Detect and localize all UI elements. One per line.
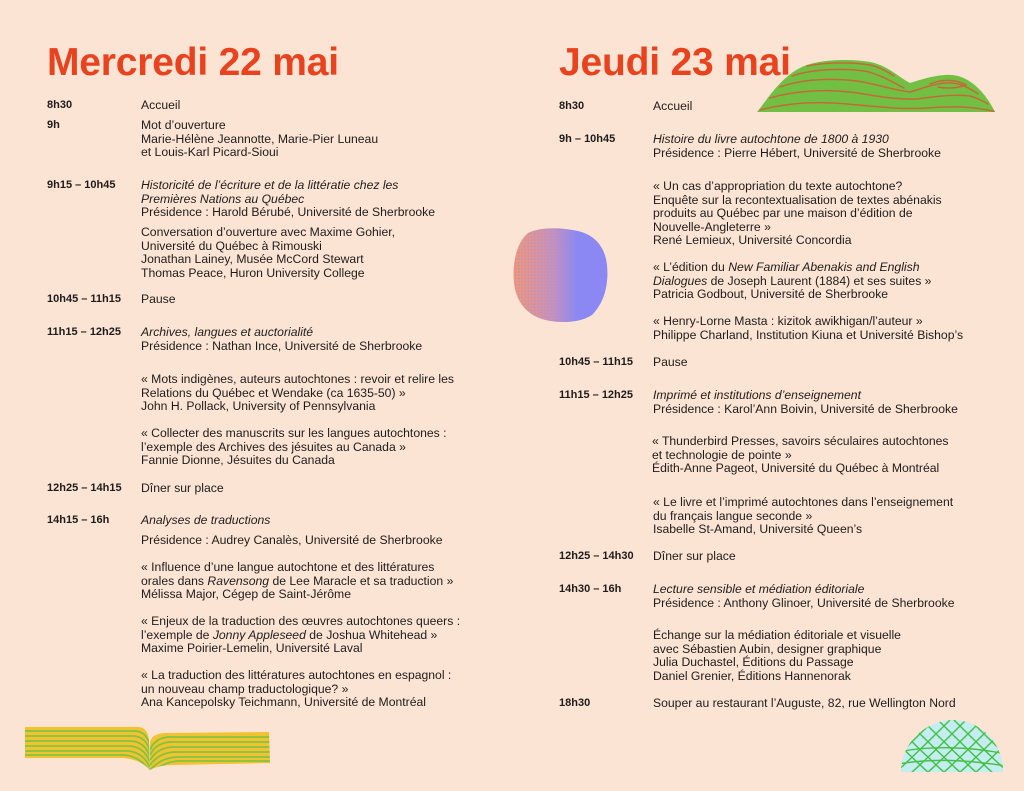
blob-speckles (514, 228, 608, 322)
slot-time: 10h45 – 11h15 (47, 293, 122, 305)
session-header (653, 389, 958, 416)
talk (653, 496, 953, 537)
text-line: Fannie Dionne, Jésuites du Canada (141, 453, 335, 467)
session-chair: Présidence : Audrey Canalès, Université de Sherbrooke (141, 533, 443, 547)
talk (653, 261, 931, 302)
talk (141, 615, 460, 656)
slot-time: 10h45 – 11h15 (559, 356, 634, 368)
slot-time: 8h30 (559, 100, 585, 112)
text-line: « Enjeux de la traduction des œuvres autochtones queers : (141, 614, 461, 628)
session-chair: Présidence : Anthony Glinoer, Université de Sherbrooke (653, 595, 955, 610)
text-line: Patricia Godbout, Université de Sherbrooke (653, 287, 889, 301)
session-header (653, 583, 954, 610)
text-line: Thomas Peace, Huron University College (141, 265, 365, 280)
net-dome-illustration (898, 716, 1006, 774)
text-segment: de Joseph Laurent (1884) et ses suites » (707, 273, 932, 288)
session-title: Premières Nations au Québec (141, 191, 305, 206)
text-line: « Thunderbird Presses, savoirs séculaires autochtones (652, 434, 949, 448)
slot-time: 11h15 – 12h25 (47, 326, 122, 338)
slot-time: 14h15 – 16h (47, 514, 110, 526)
session-title: Analyses de traductions (141, 513, 271, 527)
session-header (141, 326, 422, 353)
session-header (141, 179, 435, 220)
text-line: l’exemple des Archives des jésuites au Canada » (141, 439, 406, 454)
text-line: Daniel Grenier, Éditions Hannenorak (653, 668, 851, 683)
text-line (141, 629, 460, 643)
day-title: Jeudi 23 mai (559, 41, 791, 84)
session-header (141, 514, 270, 528)
talk (653, 629, 901, 683)
text-line: Échange sur la médiation éditoriale et visuelle (653, 628, 901, 642)
text-segment: « L’édition du (653, 260, 729, 274)
slot-activity: Accueil (141, 98, 181, 112)
text-line: Conversation d’ouverture avec Maxime Gohier, (141, 225, 396, 239)
text-line: produits au Québec par une maison d’édition de (653, 206, 913, 220)
text-line: et Louis-Karl Picard-Sioui (141, 145, 279, 159)
text-line: Jonathan Lainey, Musée McCord Stewart (141, 252, 364, 266)
text-line: Université du Québec à Rimouski (141, 238, 322, 253)
text-line: Isabelle St-Amand, Université Queen’s (653, 522, 863, 536)
day-title: Mercredi 22 mai (47, 41, 339, 84)
book-left-page (25, 727, 150, 770)
slot-activity: Pause (141, 292, 176, 306)
text-line: « Henry-Lorne Masta : kizitok awikhigan/l’auteur » (653, 314, 923, 328)
talk (141, 226, 395, 280)
text-line: avec Sébastien Aubin, designer graphique (653, 641, 882, 656)
session-title: Lecture sensible et médiation éditoriale (653, 582, 865, 596)
text-line: Maxime Poirier-Lemelin, Université Laval (141, 641, 363, 655)
work-title: Ravensong (207, 573, 270, 588)
text-line: Enquête sur la recontextualisation de textes abénakis (653, 192, 942, 207)
slot-time: 18h30 (559, 697, 591, 709)
text-segment: l’exemple de (141, 627, 213, 642)
session-chair: Présidence : Pierre Hébert, Université de Sherbrooke (653, 145, 941, 160)
text-line: Nouvelle-Angleterre » (653, 219, 771, 234)
slot-activity: Souper au restaurant l’Auguste, 82, rue Wellington Nord (653, 696, 956, 710)
session-title: Historicité de l’écriture et de la littératie chez les (141, 178, 399, 192)
slot-activity: Pause (653, 355, 688, 369)
text-line: Philippe Charland, Institution Kiuna et Université Bishop’s (653, 327, 964, 342)
talk (141, 561, 453, 602)
slot-time: 9h – 10h45 (559, 133, 616, 145)
text-segment: de Lee Maracle et sa traduction » (269, 573, 454, 588)
talk (141, 373, 454, 414)
text-line: Ana Kancepolsky Teichmann, Université de Montréal (141, 695, 426, 709)
work-title: Dialogues (653, 273, 708, 288)
text-line: Mot d’ouverture (141, 118, 226, 132)
text-line: « Le livre et l’imprimé autochtones dans l’enseignement (653, 495, 954, 509)
text-line (141, 575, 453, 589)
text-line (653, 275, 931, 289)
slot-activity: Dîner sur place (141, 481, 224, 495)
slot-activity: Dîner sur place (653, 549, 736, 563)
slot-time: 12h25 – 14h30 (559, 550, 634, 562)
slot-time: 8h30 (47, 99, 73, 111)
session-title: Histoire du livre autochtone de 1800 à 1930 (653, 132, 889, 146)
text-line: Mélissa Major, Cégep de Saint-Jérôme (141, 587, 351, 601)
work-title: Jonny Appleseed (212, 627, 306, 642)
text-line: « Collecter des manuscrits sur les langues autochtones : (141, 426, 447, 440)
open-book-illustration (22, 722, 274, 774)
talk (141, 669, 451, 710)
text-segment: orales dans (141, 573, 208, 588)
text-line: et technologie de pointe » (652, 447, 792, 462)
slot-time: 9h15 – 10h45 (47, 179, 116, 191)
text-line: Julia Duchastel, Éditions du Passage (653, 655, 854, 669)
session-chair: Présidence : Karol’Ann Boivin, Université de Sherbrooke (653, 401, 958, 416)
text-line: René Lemieux, Université Concordia (653, 233, 852, 247)
text-line: « Mots indigènes, auteurs autochtones : revoir et relire les (141, 372, 454, 386)
text-line: Relations du Québec et Wendake (ca 1635-50) » (141, 385, 406, 400)
slot-time: 9h (47, 119, 60, 131)
text-line: du français langue seconde » (653, 508, 813, 523)
talk (653, 180, 942, 248)
slot-time: 14h30 – 16h (559, 583, 622, 595)
text-line: Marie-Hélène Jeannotte, Marie-Pier Luneau (141, 131, 379, 146)
session-title: Imprimé et institutions d’enseignement (653, 388, 861, 402)
talk (141, 427, 447, 468)
session-chair: Présidence : Harold Bérubé, Université de Sherbrooke (141, 205, 436, 219)
session-chair: Présidence : Nathan Ince, Université de Sherbrooke (141, 338, 423, 353)
text-line: John H. Pollack, University of Pennsylvania (141, 399, 376, 413)
text-line: « Un cas d’appropriation du texte autochtone? (653, 179, 903, 193)
opening-remarks (141, 119, 378, 160)
slot-time: 11h15 – 12h25 (559, 389, 634, 401)
text-line: un nouveau champ traductologique? » (141, 681, 349, 696)
session-title: Archives, langues et auctorialité (141, 325, 314, 339)
talk (652, 435, 949, 476)
text-line: « Influence d’une langue autochtone et des littératures (141, 560, 435, 574)
text-line (653, 261, 931, 275)
speckled-blob-illustration (510, 225, 610, 325)
text-segment: de Joshua Whitehead » (305, 627, 438, 642)
slot-activity: Accueil (653, 99, 693, 113)
session-header (653, 133, 941, 160)
work-title: New Familiar Abenakis and English (728, 260, 920, 274)
slot-time: 12h25 – 14h15 (47, 482, 122, 494)
text-line: Édith-Anne Pageot, Université du Québec à Montréal (652, 461, 940, 475)
talk (653, 315, 963, 342)
text-line: « La traduction des littératures autochtones en espagnol : (141, 668, 452, 682)
